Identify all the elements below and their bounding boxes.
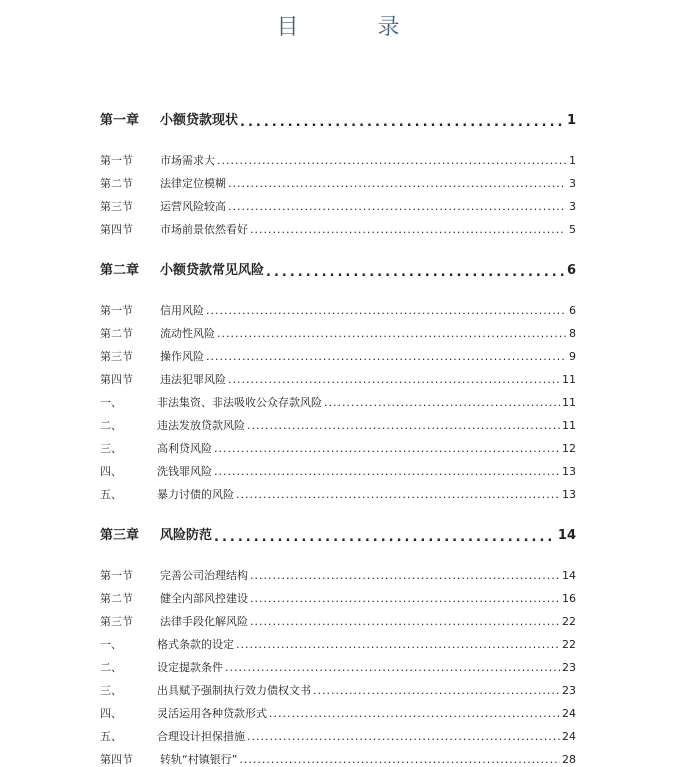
entry-number: 第三章 bbox=[100, 528, 140, 543]
toc-entry[interactable] bbox=[100, 459, 576, 479]
toc-chapter-entry[interactable] bbox=[100, 522, 576, 544]
entry-title: 法律手段化解风险 bbox=[160, 615, 248, 628]
dot-leader bbox=[250, 569, 560, 583]
page-number: 9 bbox=[569, 350, 576, 363]
dot-leader bbox=[228, 200, 566, 214]
dot-leader bbox=[236, 638, 560, 652]
entry-title: 完善公司治理结构 bbox=[160, 569, 248, 582]
dot-leader bbox=[217, 327, 566, 341]
page-number: 11 bbox=[562, 373, 576, 386]
entry-title: 出具赋予强制执行效力债权文书 bbox=[157, 684, 311, 697]
dot-leader bbox=[247, 730, 560, 744]
entry-title: 小额贷款常见风险 bbox=[160, 263, 265, 278]
toc-entry[interactable] bbox=[100, 171, 576, 191]
entry-number: 五、 bbox=[100, 488, 122, 501]
page-number: 3 bbox=[569, 177, 576, 190]
dot-leader bbox=[324, 396, 560, 410]
entry-number: 第二章 bbox=[100, 263, 140, 278]
page-number: 8 bbox=[569, 327, 576, 340]
entry-title: 小额贷款现状 bbox=[160, 113, 239, 128]
dot-leader bbox=[214, 442, 560, 456]
page-number: 28 bbox=[562, 753, 576, 766]
entry-number: 第三节 bbox=[100, 350, 133, 363]
toc-entry[interactable] bbox=[100, 344, 576, 364]
dot-leader bbox=[269, 707, 560, 721]
entry-number: 四、 bbox=[100, 707, 122, 720]
toc-entry[interactable] bbox=[100, 678, 576, 698]
toc-entry[interactable] bbox=[100, 701, 576, 721]
entry-number: 第一章 bbox=[100, 113, 140, 128]
entry-title: 转轨“村镇银行” bbox=[160, 753, 238, 766]
toc-entry[interactable] bbox=[100, 482, 576, 502]
page-number: 11 bbox=[562, 419, 576, 432]
entry-number: 一、 bbox=[100, 638, 122, 651]
toc-entry[interactable] bbox=[100, 321, 576, 341]
toc-entry[interactable] bbox=[100, 609, 576, 629]
toc-entry[interactable] bbox=[100, 586, 576, 606]
toc-entry[interactable] bbox=[100, 747, 576, 767]
entry-number: 第三节 bbox=[100, 200, 133, 213]
entry-number: 第一节 bbox=[100, 154, 133, 167]
page-number: 12 bbox=[562, 442, 576, 455]
entry-number: 第二节 bbox=[100, 177, 133, 190]
toc-entry[interactable] bbox=[100, 194, 576, 214]
entry-title: 设定提款条件 bbox=[157, 661, 223, 674]
page-number: 23 bbox=[562, 661, 576, 674]
dot-leader bbox=[225, 661, 560, 675]
entry-title: 法律定位模糊 bbox=[160, 177, 226, 190]
toc-entry[interactable] bbox=[100, 367, 576, 387]
entry-title: 信用风险 bbox=[160, 304, 204, 317]
dot-leader bbox=[239, 753, 560, 767]
entry-title: 市场前景依然看好 bbox=[160, 223, 248, 236]
entry-number: 三、 bbox=[100, 442, 122, 455]
entry-number: 第二节 bbox=[100, 327, 133, 340]
toc-entry[interactable] bbox=[100, 563, 576, 583]
dot-leader bbox=[250, 592, 560, 606]
dot-leader bbox=[240, 115, 565, 129]
page-number: 11 bbox=[562, 396, 576, 409]
toc-entry[interactable] bbox=[100, 413, 576, 433]
entry-title: 违法犯罪风险 bbox=[160, 373, 226, 386]
page-number: 13 bbox=[562, 465, 576, 478]
entry-number: 第三节 bbox=[100, 615, 133, 628]
toc-chapter-entry[interactable] bbox=[100, 257, 576, 279]
dot-leader bbox=[250, 223, 566, 237]
dot-leader bbox=[313, 684, 560, 698]
entry-title: 暴力讨债的风险 bbox=[157, 488, 234, 501]
entry-title: 流动性风险 bbox=[160, 327, 215, 340]
page-number: 22 bbox=[562, 615, 576, 628]
toc-entry[interactable] bbox=[100, 217, 576, 237]
page-number: 1 bbox=[566, 113, 576, 128]
dot-leader bbox=[217, 154, 566, 168]
page-number: 6 bbox=[566, 263, 576, 278]
dot-leader bbox=[247, 419, 560, 433]
entry-title: 洗钱罪风险 bbox=[157, 465, 212, 478]
entry-number: 二、 bbox=[100, 661, 122, 674]
page-number: 14 bbox=[557, 528, 576, 543]
entry-title: 操作风险 bbox=[160, 350, 204, 363]
page-number: 6 bbox=[569, 304, 576, 317]
entry-title: 市场需求大 bbox=[160, 154, 215, 167]
page-number: 5 bbox=[569, 223, 576, 236]
entry-number: 二、 bbox=[100, 419, 122, 432]
entry-title: 非法集资、非法吸收公众存款风险 bbox=[157, 396, 322, 409]
entry-title: 灵活运用各种贷款形式 bbox=[157, 707, 267, 720]
toc-entry[interactable] bbox=[100, 724, 576, 744]
entry-number: 五、 bbox=[100, 730, 122, 743]
page-number: 13 bbox=[562, 488, 576, 501]
entry-number: 三、 bbox=[100, 684, 122, 697]
toc-entry[interactable] bbox=[100, 390, 576, 410]
toc-entry[interactable] bbox=[100, 436, 576, 456]
entry-number: 第一节 bbox=[100, 569, 133, 582]
dot-leader bbox=[228, 373, 560, 387]
page-number: 14 bbox=[562, 569, 576, 582]
page-number: 16 bbox=[562, 592, 576, 605]
page-number: 3 bbox=[569, 200, 576, 213]
dot-leader bbox=[266, 265, 565, 279]
page-number: 23 bbox=[562, 684, 576, 697]
dot-leader bbox=[250, 615, 560, 629]
page-number: 1 bbox=[569, 154, 576, 167]
entry-title: 格式条款的设定 bbox=[157, 638, 234, 651]
entry-title: 违法发放贷款风险 bbox=[157, 419, 245, 432]
entry-title: 风险防范 bbox=[160, 528, 213, 543]
entry-number: 第一节 bbox=[100, 304, 133, 317]
dot-leader bbox=[236, 488, 560, 502]
toc-chapter-entry[interactable] bbox=[100, 107, 576, 129]
entry-number: 四、 bbox=[100, 465, 122, 478]
entry-title: 合理设计担保措施 bbox=[157, 730, 245, 743]
entry-title: 高利贷风险 bbox=[157, 442, 212, 455]
toc-entry[interactable] bbox=[100, 632, 576, 652]
dot-leader bbox=[214, 530, 556, 544]
toc-title: 目 录 bbox=[276, 15, 436, 40]
entry-title: 健全内部风控建设 bbox=[160, 592, 248, 605]
page-number: 24 bbox=[562, 707, 576, 720]
page-number: 24 bbox=[562, 730, 576, 743]
entry-number: 第二节 bbox=[100, 592, 133, 605]
entry-number: 一、 bbox=[100, 396, 122, 409]
page-number: 22 bbox=[562, 638, 576, 651]
toc-entry[interactable] bbox=[100, 655, 576, 675]
toc-entry[interactable] bbox=[100, 148, 576, 168]
toc-entry[interactable] bbox=[100, 298, 576, 318]
entry-title: 运营风险较高 bbox=[160, 200, 226, 213]
entry-number: 第四节 bbox=[100, 753, 133, 766]
entry-number: 第四节 bbox=[100, 223, 133, 236]
dot-leader bbox=[206, 350, 566, 364]
entry-number: 第四节 bbox=[100, 373, 133, 386]
dot-leader bbox=[206, 304, 566, 318]
dot-leader bbox=[214, 465, 560, 479]
dot-leader bbox=[228, 177, 566, 191]
